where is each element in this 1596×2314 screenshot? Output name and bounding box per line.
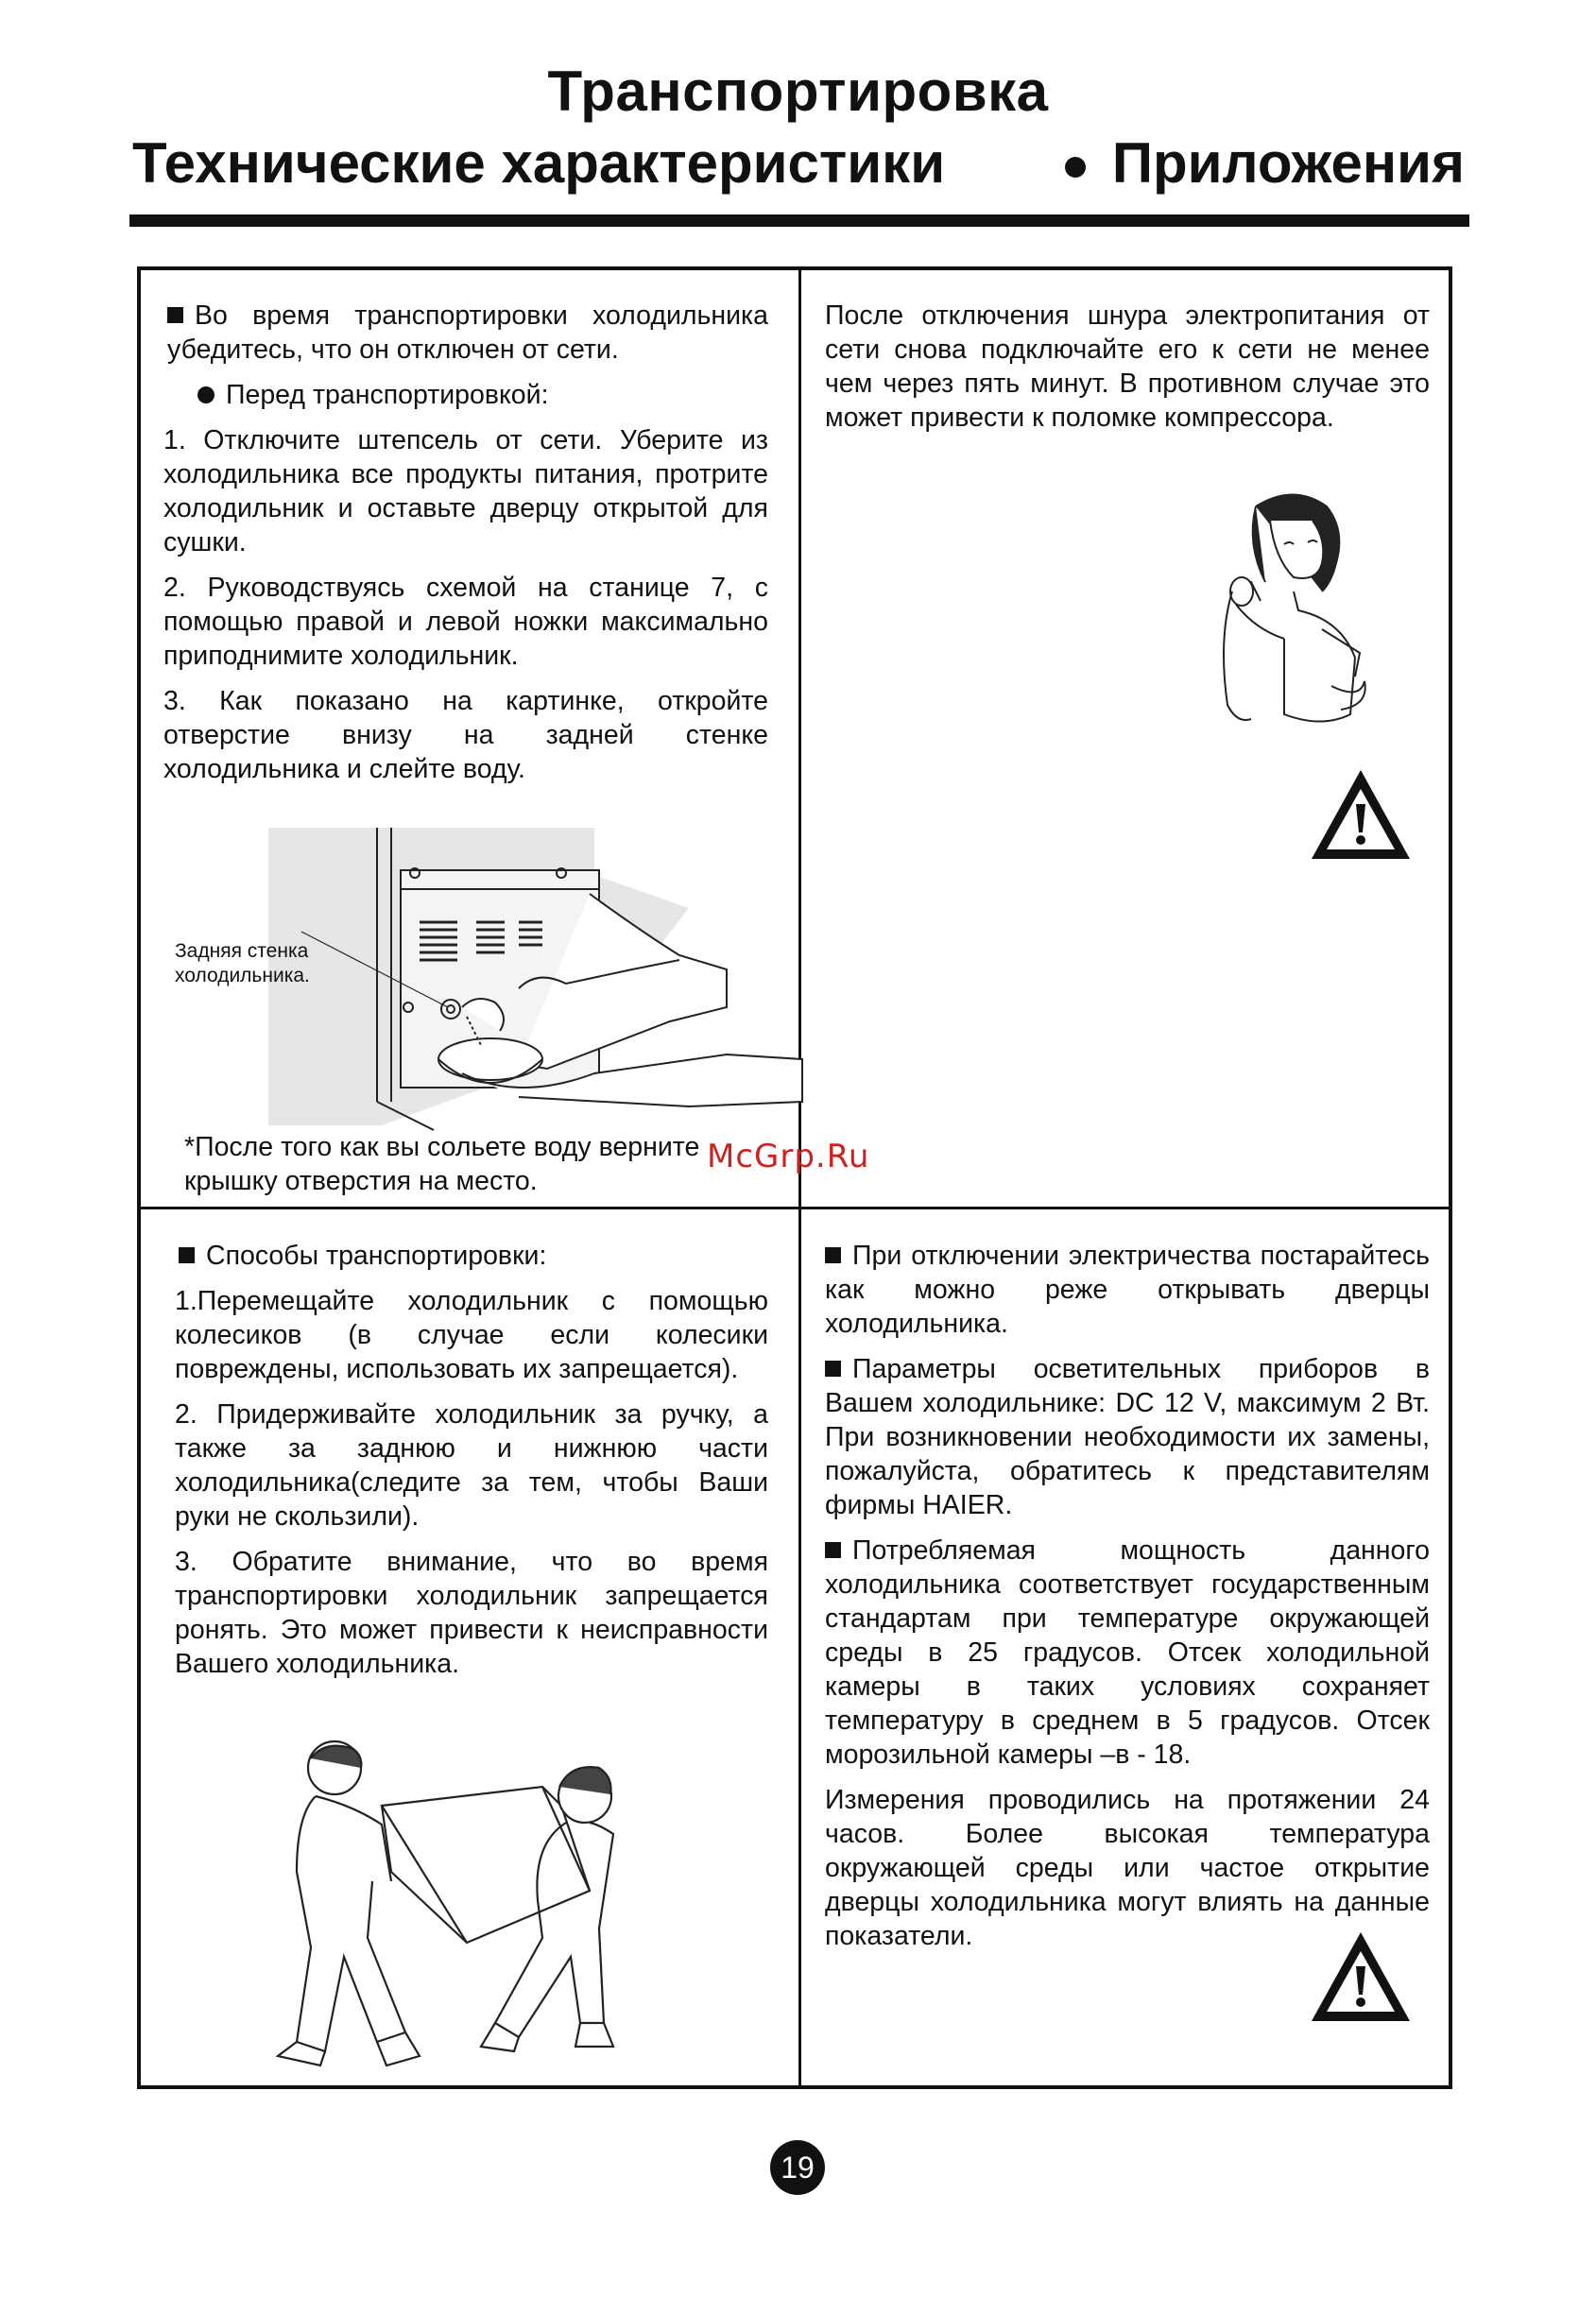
transport-methods-cell <box>175 1239 768 1692</box>
round-bullet-icon <box>1065 157 1086 178</box>
column-divider <box>798 270 801 2085</box>
square-bullet-icon <box>167 307 183 323</box>
specifications-cell <box>825 1239 1430 1964</box>
square-bullet-icon <box>179 1247 195 1263</box>
square-bullet-icon <box>825 1542 841 1558</box>
warning-triangle-icon <box>1308 766 1414 863</box>
two-men-carrying-fridge-illustration <box>278 1740 656 2075</box>
drain-note: *После того как вы сольете воду верните крышку отверстия на место. <box>184 1132 700 1196</box>
figure-caption: Задняя стенка холодильника. <box>175 940 310 986</box>
row-divider <box>141 1207 1449 1209</box>
reconnect-warning-cell <box>825 299 1430 446</box>
spec-measurement-note: Измерения проводились на протяжении 24 часов. Более высокая температура окружающей среды или частое открытие дверцы холодильника могут влиять на данные показатели. <box>825 1785 1430 1951</box>
page-number: 19 <box>770 2140 825 2195</box>
warning-triangle-icon <box>1308 1928 1414 2025</box>
subtitle-left: Технические характеристики <box>132 131 946 195</box>
method-2: 2. Придерживайте холодильник за ручку, а также за заднюю и нижнюю части холодильника(следите за тем, чтобы Ваши руки не скользили). <box>175 1399 768 1532</box>
transport-instructions-cell <box>163 299 768 797</box>
step-1: 1. Отключите штепсель от сети. Уберите из холодильника все продукты питания, протрите холодильник и оставьте дверцу открытой для сушки. <box>163 425 768 557</box>
content-table <box>137 266 1452 2089</box>
step-3: 3. Как показано на картинке, откройте отверстие внизу на задней стенке холодильника и слейте воду. <box>163 686 768 784</box>
spec-power-consumption: Потребляемая мощность данного холодильника соответствует государственным стандартам при температуре окружающей среды в 25 градусов. Отсек холодильной камеры в таких условиях сохраняет температуру в среднем в 5 градусов. Отсек морозильной камеры –в - 18. <box>825 1535 1430 1770</box>
reconnect-warning-text: После отключения шнура электропитания от сети снова подключайте его к сети не менее чем через пять минут. В противном случае это может привести к поломке компрессора. <box>825 300 1430 433</box>
watermark: McGrp.Ru <box>707 1138 870 1175</box>
round-bullet-icon <box>197 386 215 403</box>
before-transport-heading: Перед транспортировкой: <box>163 378 768 412</box>
step-2: 2. Руководствуясь схемой на станице 7, с помощью правой и левой ножки максимально приподнимите холодильник. <box>163 573 768 671</box>
method-1: 1.Перемещайте холодильник с помощью колесиков (в случае если колесики повреждены, использовать их запрещается). <box>175 1286 768 1384</box>
spec-power-outage: При отключении электричества постарайтесь как можно реже открывать дверцы холодильника. <box>825 1241 1430 1339</box>
header-rule <box>129 214 1469 227</box>
spec-lighting: Параметры осветительных приборов в Вашем холодильнике: DC 12 V, максимум 2 Вт. При возникновении необходимости их замены, пожалуйста, обратитесь к представителям фирмы HAIER. <box>825 1354 1430 1520</box>
woman-holding-cord-illustration <box>1180 488 1369 733</box>
method-3: 3. Обратите внимание, что во время транспортировки холодильник запрещается ронять. Это может привести к неисправности Вашего холодильника. <box>175 1547 768 1679</box>
page-title: Транспортировка <box>547 60 1049 123</box>
subtitle-right: Приложения <box>1065 130 1465 196</box>
intro-paragraph: Во время транспортировки холодильника убедитесь, что он отключен от сети. <box>167 300 768 365</box>
page-subtitle <box>132 130 1465 196</box>
transport-methods-heading: Способы транспортировки: <box>175 1239 768 1273</box>
square-bullet-icon <box>825 1361 841 1377</box>
square-bullet-icon <box>825 1247 841 1263</box>
